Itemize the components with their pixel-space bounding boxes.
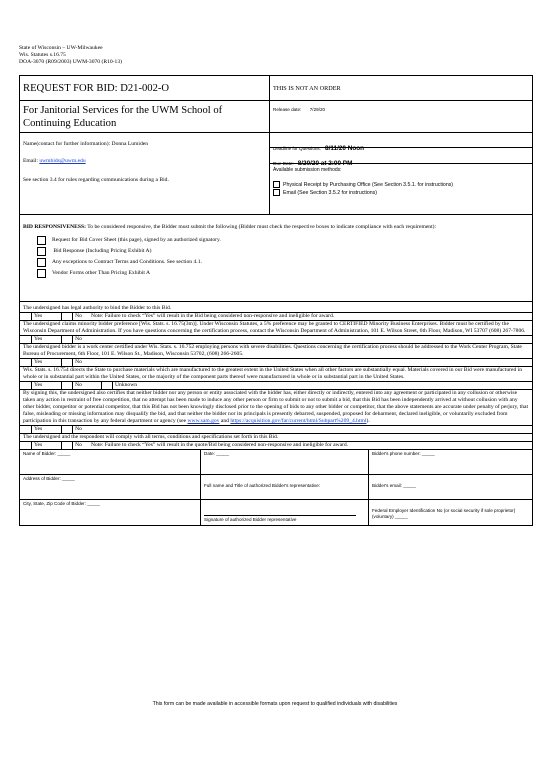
certification-statement [20, 390, 532, 434]
requirement-checkbox[interactable] [37, 269, 46, 278]
bidder-name-field[interactable]: Name of Bidder: _____ [20, 450, 201, 474]
signature-field[interactable] [201, 500, 369, 525]
signature-row-1 [20, 450, 532, 475]
compliance-note: Note: Failure to check “Yes” will result in the quote/Bid being considered non-responsive and ineligible for award. [90, 442, 349, 448]
due-date [270, 148, 532, 167]
bidder-address-field[interactable]: Address of Bidder: _____ [20, 475, 201, 499]
work-center-statement [20, 344, 532, 367]
release-date-label: Release date: [273, 107, 302, 112]
release-date [270, 101, 532, 132]
certification-end: ). [366, 418, 370, 424]
bidder-phone-field[interactable]: Bidder's phone number: _____ [372, 451, 435, 456]
domestic-materials-text: Wis. Stats. s. 16.754 directs the State to purchase materials which are manufactured to the greatest extent in the United States when all other factors are substantially equal. Materials covered in our Bid were manufactured in whole or in substantial part within the United States, or the majority of the component parts thereof were manufactured in whole or in substantial part in the United States. [23, 367, 523, 380]
unknown-label: Unknown [114, 382, 138, 388]
no-checkbox[interactable] [61, 382, 73, 389]
no-checkbox[interactable] [61, 336, 73, 343]
compliance-text: The undersigned and the respondent will comply with all terms, conditions and specifications set forth in this Bid. [23, 434, 279, 440]
physical-receipt-checkbox[interactable] [273, 181, 280, 188]
minority-yes-no [20, 335, 532, 343]
work-center-yes-no [20, 358, 532, 366]
yes-checkbox[interactable] [20, 336, 32, 343]
requirement-item [37, 268, 532, 279]
minority-preference-statement [20, 321, 532, 344]
deadline-label: Deadline for Questions: [273, 146, 322, 151]
compliance-statement [20, 434, 532, 450]
signature-label: Signature of authorized Bidder representative [204, 517, 297, 522]
header-agency: State of Wisconsin – UW-Milwaukee [19, 45, 103, 51]
requirement-label: Vendor Forms other Than Pricing Exhibit A [52, 270, 151, 276]
domestic-materials-statement [20, 367, 532, 390]
compliance-yes-no [20, 441, 532, 449]
deadline-value: 8/11/20 Noon [325, 145, 365, 152]
no-label: No [75, 313, 82, 319]
date-field[interactable]: Date: _____ [201, 450, 369, 474]
requirement-checkbox[interactable] [37, 236, 46, 245]
yes-label: Yes [34, 359, 43, 365]
form-header [19, 45, 122, 66]
certification-text [20, 390, 532, 425]
acquisition-gov-link[interactable]: https://acquisition.gov/far/current/html/Subpart%209_4.html [230, 418, 367, 424]
unknown-checkbox[interactable] [101, 382, 113, 389]
dates-block [270, 133, 532, 214]
signature-grid [20, 450, 532, 525]
sam-gov-link[interactable]: www.sam.gov [187, 418, 220, 424]
no-label: No [75, 382, 82, 388]
header-form-number: DOA-3070 (R09/2003) UWM-3070 (R10-13) [19, 59, 123, 65]
yes-checkbox[interactable] [20, 382, 32, 389]
email-submission-checkbox[interactable] [273, 189, 280, 196]
city-state-zip-field[interactable]: City, State, Zip Code of Bidder: _____ [20, 500, 201, 525]
no-label: No [75, 442, 82, 448]
yes-label: Yes [34, 336, 43, 342]
submission-option-physical [273, 181, 529, 188]
submission-methods [270, 164, 532, 214]
services-title: For Janitorial Services for the UWM School of Continuing Education [20, 101, 270, 132]
yes-checkbox[interactable] [20, 313, 32, 320]
physical-receipt-label: Physical Receipt by Purchasing Office (See Section 3.5.1. for instructions) [283, 181, 454, 188]
authority-statement [20, 302, 532, 321]
contact-block [20, 133, 270, 214]
requirement-label: Bid Response (Including Pricing Exhibit A) [52, 248, 152, 254]
statements-block [20, 302, 532, 525]
signature-row-3 [20, 500, 532, 525]
due-date-label: Due Date: [273, 161, 294, 166]
responsiveness-intro [20, 215, 532, 231]
authority-yes-no [20, 312, 532, 320]
no-label: No [75, 359, 82, 365]
contact-name: Name(contact for further information): Donna Lumiden [23, 141, 149, 147]
communications-note: See section 3.4 for rules regarding communications during a Bid. [23, 177, 169, 183]
responsiveness-heading: BID RESPONSIVENESS: [23, 224, 86, 230]
no-checkbox[interactable] [61, 426, 73, 433]
no-checkbox[interactable] [61, 442, 73, 449]
work-center-text: The undersigned bidder is a work center certified under Wis. Stats. s. 16.752 employing persons with severe disabilities. Questions concerning the certification process should be addressed to the Work Center Program, State Bureau of Procurement, 6th Floor, 101 E. Wilson St., Madison, Wisconsin 53702, (608) 266-2605. [23, 344, 522, 357]
representative-name-field[interactable]: Full name and Title of authorized Bidder's representative: [201, 475, 369, 499]
requirement-item [37, 235, 532, 246]
yes-checkbox[interactable] [20, 426, 32, 433]
yes-label: Yes [34, 442, 43, 448]
certification-body: By signing this, the undersigned also certifies that neither bidder nor any person or entity associated with the bidder has, either directly or indirectly, entered into any agreement or participated in any collusion or otherwise taken any action in restraint of free competition, that no attempt has been made to induce any other person or firm to submit or not to submit a bid, that this Bid has been independently arrived at without collusion with any other bidder, competitor or potential competitor, that this Bid has not been knowingly disclosed prior to the opening of bids to any other bidder or competitor, that the above statements are accurate under penalty of perjury, that false, misleading or missing information may disqualify the bid, and that neither the bidder nor its principals is presently debarred, suspended, proposed for debarment, declared ineligible, or voluntarily excluded from participation in this transaction by any federal department or agency (see [23, 390, 529, 424]
request-for-bid-title: REQUEST FOR BID: D21-002-O [20, 76, 270, 100]
responsiveness-text: To be considered responsive, the Bidder must submit the following (Bidder must check the respective boxes to indicate compliance with each requirement): [87, 224, 437, 230]
yes-label: Yes [34, 313, 43, 319]
contact-email [23, 158, 86, 165]
bidder-email-field[interactable]: Bidder's email: _____ [372, 483, 417, 488]
fein-field[interactable]: Federal Employer Identification No (or social security if sole proprietor) (voluntary) _____ [372, 508, 516, 519]
header-statute: Wis. Statutes s.16.75 [19, 52, 66, 58]
and-text: and [219, 418, 231, 424]
no-checkbox[interactable] [61, 313, 73, 320]
deadline-for-questions [270, 133, 532, 152]
services-row [20, 101, 532, 133]
signature-row-2 [20, 475, 532, 500]
minority-preference-text: The undersigned claims minority bidder preference [Wis. Stats. s. 16.75(3m)]. Under Wisconsin Statutes, a 5% preference may be granted to CERTIFIED Minority Business Enterprises. Bidder must be certified by the Wisconsin Department of Administration. If you have questions concerning the certification process, contact the Wisconsin Department of Administration, 101 E. Wilson Street, 6th Floor, Madison, WI 53707 (608) 267-7806. [23, 321, 526, 334]
yes-label: Yes [34, 426, 43, 432]
no-checkbox[interactable] [61, 359, 73, 366]
submission-option-email [273, 189, 529, 196]
domestic-yes-no-unknown [20, 381, 532, 389]
authority-text: The undersigned has legal authority to bind the Bidder to this Bid. [23, 305, 172, 311]
requirement-item [37, 246, 532, 257]
contact-email-link[interactable]: uwmbids@uwm.edu [39, 158, 86, 164]
no-label: No [75, 426, 82, 432]
requirements-list [20, 231, 532, 279]
signature-line [204, 515, 356, 516]
release-date-value: 7/29/20 [309, 107, 326, 112]
yes-checkbox[interactable] [20, 442, 32, 449]
due-date-value: 8/20/20 at 2:00 PM [297, 160, 353, 167]
requirement-checkbox[interactable] [37, 258, 46, 267]
submission-label: Available submission methods: [273, 167, 342, 173]
no-label: No [75, 336, 82, 342]
requirement-label: Request for Bid Cover Sheet (this page), signed by an authorized signatory. [52, 237, 221, 243]
requirement-checkbox[interactable] [37, 247, 46, 256]
accessibility-footer: This form can be made available in accessible formats upon request to qualified individuals with disabilities [152, 701, 398, 707]
not-an-order-label: THIS IS NOT AN ORDER [273, 85, 341, 92]
email-label: Email: [23, 158, 38, 164]
requirement-item [37, 257, 532, 268]
authority-note: Note: Failure to check “Yes” will result in the Bid being considered non-responsive and ineligible for award. [90, 313, 335, 319]
contact-row [20, 133, 532, 215]
bid-cover-form [19, 75, 533, 526]
email-submission-label: Email (See Section 3.5.2 for instructions) [283, 189, 377, 196]
yes-checkbox[interactable] [20, 359, 32, 366]
bid-responsiveness [20, 215, 532, 302]
request-row [20, 76, 532, 101]
requirement-label: Any exceptions to Contract Terms and Conditions. See section 4.1. [52, 259, 202, 265]
yes-label: Yes [34, 382, 43, 388]
certification-yes-no [20, 425, 532, 433]
